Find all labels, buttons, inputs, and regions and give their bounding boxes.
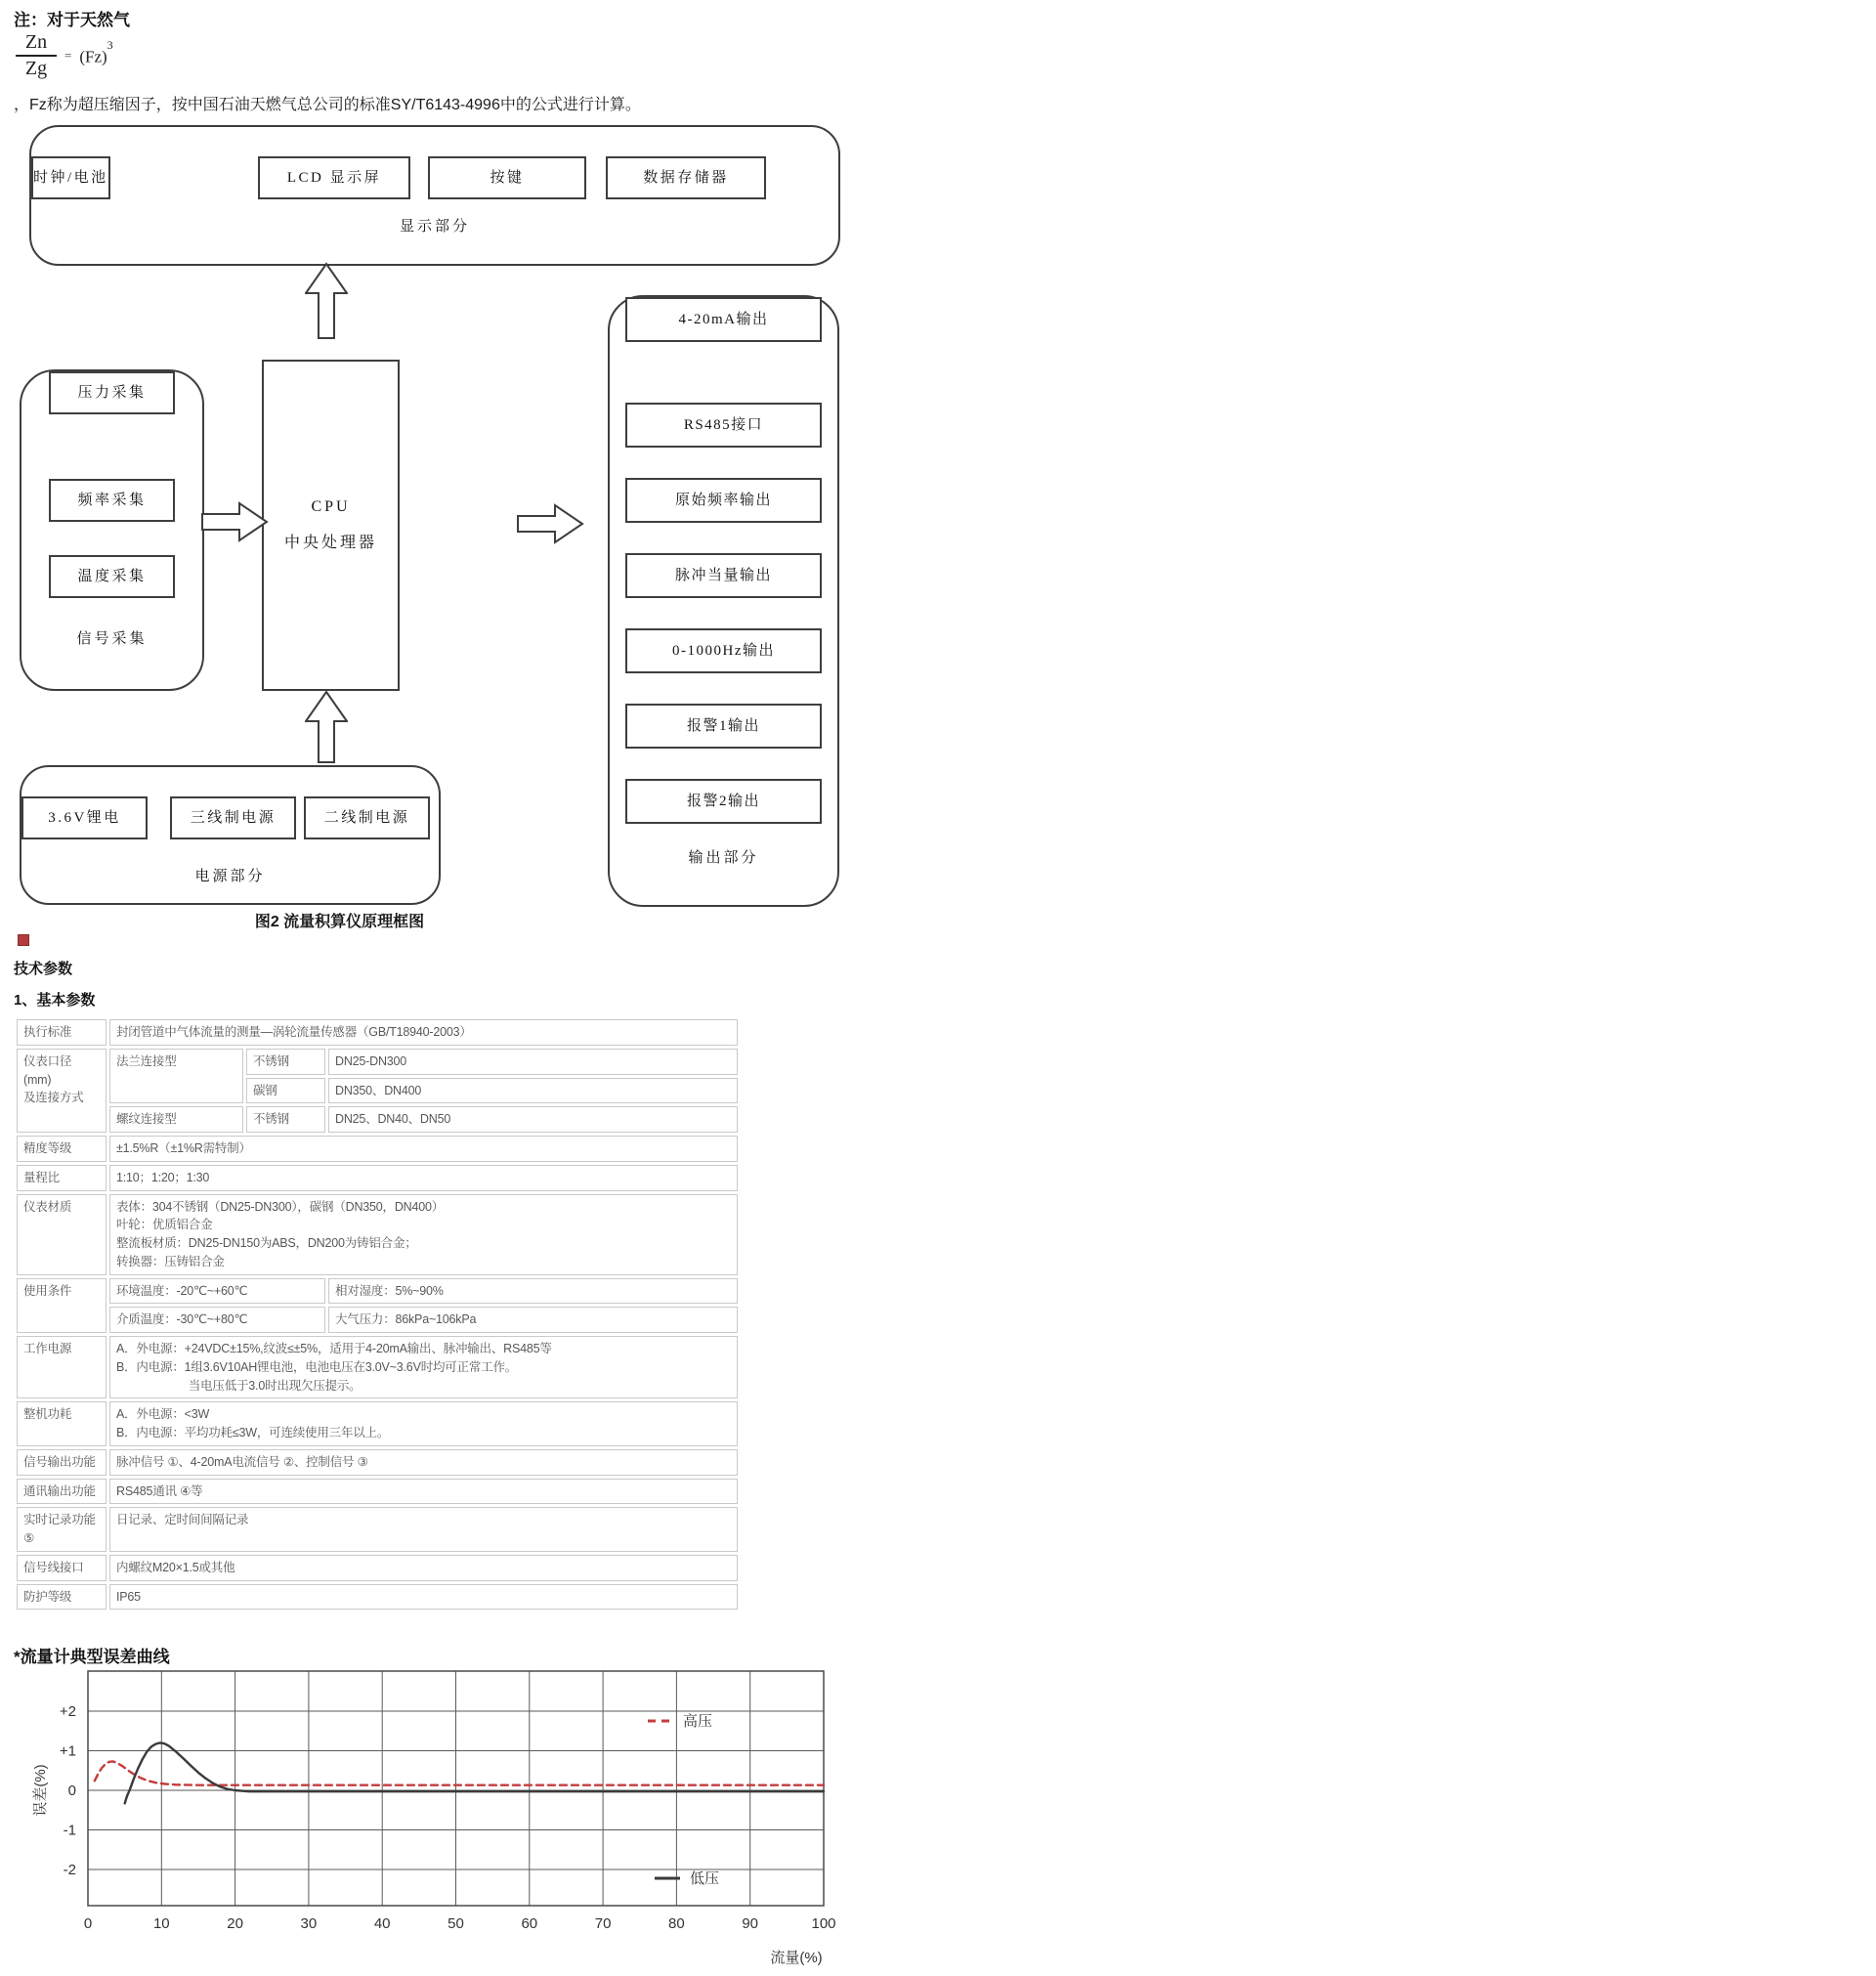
output-section-box [608, 295, 839, 907]
table-cell: 执行标准 [17, 1019, 107, 1046]
display-box-3: 时钟/电池 [31, 156, 110, 199]
arrow-cpu-to-display-icon [305, 262, 348, 340]
x-tick-label: 50 [448, 1915, 464, 1932]
table-cell: DN25-DN300 [328, 1049, 738, 1075]
table-cell: DN25、DN40、DN50 [328, 1106, 738, 1133]
table-row-9 [17, 1336, 738, 1398]
signal-box-2: 压力采集 [49, 371, 175, 414]
signal-box-0: 频率采集 [49, 479, 175, 522]
x-tick-label: 30 [300, 1915, 318, 1932]
table-cell: 整机功耗 [17, 1401, 107, 1446]
basic-params-heading: 1、基本参数 [14, 992, 96, 1009]
output-box-6: 4-20mA输出 [625, 297, 822, 342]
y-axis-title: 误差(%) [32, 1764, 49, 1817]
series-高压 [95, 1761, 824, 1784]
power-box-1: 二线制电源 [304, 796, 430, 839]
legend-label-低压: 低压 [690, 1870, 720, 1887]
display-box-1: 按键 [428, 156, 586, 199]
table-cell: A．外电源：<3W B．内电源：平均功耗≤3W，可连续使用三年以上。 [109, 1401, 738, 1446]
equals-sign: = [64, 48, 72, 63]
display-section-box [29, 125, 840, 266]
table-cell: 通讯输出功能 [17, 1479, 107, 1505]
cpu-box [262, 360, 400, 691]
formula-base: (Fz) [79, 47, 107, 66]
x-tick-label: 100 [811, 1915, 836, 1932]
y-tick-label: -2 [63, 1862, 76, 1878]
table-cell: A．外电源：+24VDC±15%,纹波≤±5%，适用于4-20mA输出、脉冲输出、RS485等 B．内电源：1组3.6V10AH锂电池，电池电压在3.0V~3.6V时均可正常工作。 当电压低于3.0时出现欠压提示。 [109, 1336, 738, 1398]
y-tick-label: 0 [67, 1783, 76, 1799]
table-row-12 [17, 1479, 738, 1505]
formula-exponent: 3 [107, 37, 113, 52]
cpu-label: CPU [311, 498, 351, 515]
note-line: 注：对于天然气 [14, 11, 130, 29]
table-cell: 表体：304不锈钢（DN25-DN300），碳钢（DN350，DN400） 叶轮：优质铝合金 整流板材质：DN25-DN150为ABS，DN200为铸铝合金； 转换器：压铸铝合金 [109, 1194, 738, 1275]
table-cell: ±1.5%R（±1%R需特制） [109, 1136, 738, 1162]
output-box-1: 原始频率输出 [625, 478, 822, 523]
output-box-0: RS485接口 [625, 403, 822, 448]
table-cell: 环境温度：-20℃~+60℃ [109, 1278, 325, 1305]
power-box-0: 三线制电源 [170, 796, 296, 839]
output-box-2: 脉冲当量输出 [625, 553, 822, 598]
formula-rhs [79, 37, 113, 66]
output-section-label: 输出部分 [688, 850, 759, 866]
x-tick-label: 60 [521, 1915, 538, 1932]
table-cell: 仪表材质 [17, 1194, 107, 1275]
table-cell: 内螺纹M20×1.5或其他 [109, 1555, 738, 1581]
table-row-11 [17, 1449, 738, 1476]
table-cell: IP65 [109, 1584, 738, 1611]
display-box-0: LCD 显示屏 [258, 156, 410, 199]
table-cell: 使用条件 [17, 1278, 107, 1334]
table-cell: 工作电源 [17, 1336, 107, 1398]
table-row-13 [17, 1507, 738, 1552]
cpu-sublabel: 中央处理器 [283, 535, 377, 551]
table-cell: 不锈钢 [246, 1049, 325, 1075]
output-box-3: 0-1000Hz输出 [625, 628, 822, 673]
signal-box-1: 温度采集 [49, 555, 175, 598]
table-row-6 [17, 1194, 738, 1275]
signal-section-box [20, 369, 204, 691]
y-tick-label: -1 [63, 1822, 76, 1839]
table-row-10 [17, 1401, 738, 1446]
signal-section-label: 信号采集 [76, 631, 148, 647]
error-curve-chart [29, 1661, 850, 1976]
x-tick-label: 70 [594, 1915, 612, 1932]
table-cell: 封闭管道中气体流量的测量—涡轮流量传感器（GB/T18940-2003） [109, 1019, 738, 1046]
error-curve-title: *流量计典型误差曲线 [14, 1648, 170, 1666]
legend-label-高压: 高压 [683, 1713, 713, 1730]
table-cell: 信号线接口 [17, 1555, 107, 1581]
table-row-0 [17, 1019, 738, 1046]
tech-params-heading: 技术参数 [14, 961, 73, 977]
series-低压 [125, 1742, 824, 1803]
fraction-bar [16, 55, 57, 57]
fraction-denominator: Zg [24, 58, 48, 79]
table-row-3 [17, 1106, 738, 1133]
arrow-signal-to-cpu-icon [200, 501, 269, 542]
params-table [14, 1016, 741, 1612]
output-box-4: 报警1输出 [625, 704, 822, 749]
table-cell: 量程比 [17, 1165, 107, 1191]
table-row-8 [17, 1307, 738, 1333]
x-tick-label: 20 [227, 1915, 243, 1932]
table-cell: 日记录、定时间间隔记录 [109, 1507, 738, 1552]
power-section-label: 电源部分 [194, 869, 266, 884]
table-row-7 [17, 1278, 738, 1305]
table-row-14 [17, 1555, 738, 1581]
table-cell: 脉冲信号 ①、4-20mA电流信号 ②、控制信号 ③ [109, 1449, 738, 1476]
table-row-15 [17, 1584, 738, 1611]
table-cell: 信号输出功能 [17, 1449, 107, 1476]
y-tick-label: +1 [59, 1742, 76, 1760]
table-row-5 [17, 1165, 738, 1191]
table-cell: 碳钢 [246, 1078, 325, 1104]
output-box-5: 报警2输出 [625, 779, 822, 824]
power-box-2: 3.6V锂电 [21, 796, 148, 839]
table-cell: 实时记录功能 ⑤ [17, 1507, 107, 1552]
table-cell: 介质温度：-30℃~+80℃ [109, 1307, 325, 1333]
table-cell: DN350、DN400 [328, 1078, 738, 1104]
x-tick-label: 0 [83, 1915, 93, 1932]
compression-factor-formula [16, 31, 113, 80]
display-box-2: 数据存储器 [606, 156, 766, 199]
arrow-cpu-to-output-icon [516, 503, 584, 544]
table-cell: 1:10；1:20；1:30 [109, 1165, 738, 1191]
x-axis-title: 流量(%) [770, 1950, 823, 1966]
params-table-wrap [14, 1016, 726, 1612]
y-tick-label: +2 [59, 1703, 76, 1720]
table-cell: 相对湿度：5%~90% [328, 1278, 738, 1305]
table-cell: 精度等级 [17, 1136, 107, 1162]
display-section-label: 显示部分 [399, 219, 470, 235]
table-cell: 不锈钢 [246, 1106, 325, 1133]
broken-image-icon [18, 934, 29, 946]
x-tick-label: 80 [668, 1915, 685, 1932]
x-tick-label: 90 [742, 1915, 759, 1932]
power-section-box [20, 765, 441, 905]
table-cell: 防护等级 [17, 1584, 107, 1611]
table-row-1 [17, 1049, 738, 1075]
table-cell: 螺纹连接型 [109, 1106, 243, 1133]
table-cell: 仪表口径(mm) 及连接方式 [17, 1049, 107, 1133]
x-tick-label: 10 [152, 1915, 170, 1932]
fz-description-line: ，Fz称为超压缩因子，按中国石油天燃气总公司的标准SY/T6143-4996中的公式进行计算。 [14, 97, 641, 113]
fraction [16, 31, 57, 80]
fraction-numerator: Zn [24, 31, 48, 53]
table-cell: 法兰连接型 [109, 1049, 243, 1104]
arrow-power-to-cpu-icon [305, 690, 348, 764]
table-cell: 大气压力：86kPa~106kPa [328, 1307, 738, 1333]
table-row-4 [17, 1136, 738, 1162]
figure-caption: 图2 流量积算仪原理框图 [254, 914, 425, 930]
table-cell: RS485通讯 ④等 [109, 1479, 738, 1505]
x-tick-label: 40 [373, 1915, 391, 1932]
